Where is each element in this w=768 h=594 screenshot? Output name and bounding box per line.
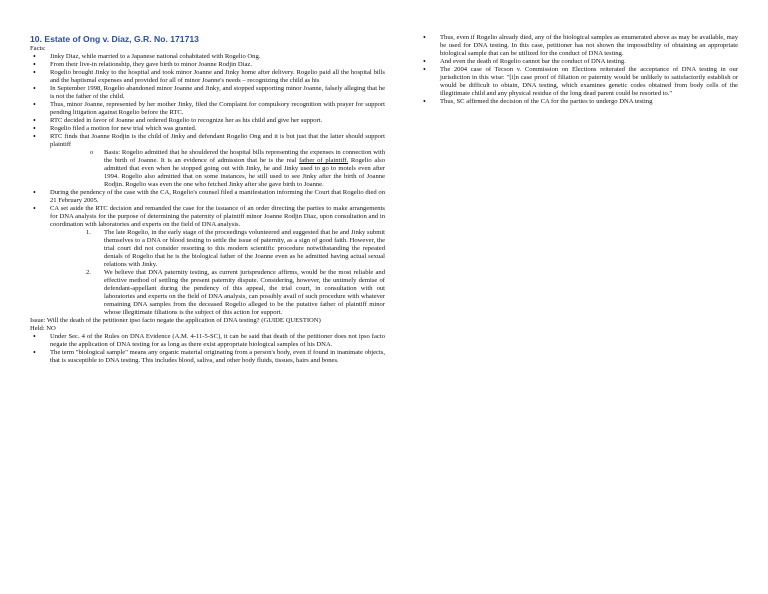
case-title: 10. Estate of Ong v. Diaz, G.R. No. 171713 — [30, 34, 199, 44]
basis-item — [50, 149, 385, 189]
fact-item: • Jinky Diaz, while married to a Japanese national cohabitated with Rogelio Ong. — [30, 53, 385, 61]
held-item: • Under Sec. 4 of the Rules on DNA Evidence (A.M. 4-11-5-SC), it can be said that death of the petitioner does not ipso facto negate the application of DNA testing for as long as there exist appropriate biological samples of his DNA. — [30, 333, 385, 349]
facts-label: Facts: — [30, 45, 46, 52]
held-label: Held: NO — [30, 325, 56, 332]
facts-list — [30, 53, 385, 317]
fact-item: • During the pendency of the case with the CA, Rogelio's counsel filed a manifestation informing the Court that Rogelio died on 21 February 2005. — [30, 189, 385, 205]
numbered-list — [50, 229, 385, 317]
right-list — [420, 34, 738, 106]
fact-item: • From their live-in relationship, they gave birth to minor Joanne Rodjin Diaz. — [30, 61, 385, 69]
right-item: • The 2004 case of Tecson v. Commission on Elections reiterated the acceptance of DNA testing in our jurisdiction in this wise: "[i]n case proof of filiation or paternity would be unlikely to satisfactorily establish or would be difficult to obtain, DNA testing, which examines genetic codes obtained from body cells of the illegitimate child and any physical residue of the long dead parent could be resorted to." — [420, 66, 738, 98]
fact-item: • Thus, minor Joanne, represented by her mother Jinky, filed the Complaint for compulsory recognition with prayer for support pending litigation against Rogelio before the RTC. — [30, 101, 385, 117]
held-item: • The term "biological sample" means any organic material originating from a person's body, even if found in inanimate objects, that is susceptible to DNA testing. This includes blood, saliva, and other body fluids, tissues, hairs and bones. — [30, 349, 385, 365]
right-item: • Thus, SC affirmed the decision of the CA for the parties to undergo DNA testing — [420, 98, 738, 106]
right-column — [420, 34, 738, 106]
left-column — [30, 34, 385, 365]
right-item: • And even the death of Rogelio cannot bar the conduct of DNA testing. — [420, 58, 738, 66]
basis-underlined: father of plaintiff. — [299, 157, 349, 164]
fact-item: • Rogelio filed a motion for new trial which was granted. — [30, 125, 385, 133]
fact-item: • Rogelio brought Jinky to the hospital and took minor Joanne and Jinky home after delivery. Rogelio paid all the hospital bills and the baptismal expenses and provided for all of minor Joanne's needs – recognizing the child as his — [30, 69, 385, 85]
fact-item: • RTC decided in favor of Joanne and ordered Rogelio to recognize her as his child and give her support. — [30, 117, 385, 125]
numbered-item: We believe that DNA paternity testing, as current jurisprudence affirms, would be the most reliable and effective method of settling the present paternity dispute. Considering, however, the untimely demise of defendant-appellant during the pendency of this appeal, the trial court, in consultation with out laboratories and experts on the field of DNA analysis, can possibly avail of such procedure with whatever remaining DNA samples from the deceased Rogelio alleged to be the putative father of plaintiff minor whose illegitimate filiations is the subject of this action for support. — [104, 269, 385, 316]
numbered-item: The late Rogelio, in the early stage of the proceedings volunteered and suggested that he and Jinky submit themselves to a DNA or blood testing to settle the issue of paternity, as a sign of good faith. However, the trial court did not consider resorting to this modern scientific procedure notwithstanding the repeated denials of Rogelio that he is the biological father of the Joanne even as he admitted having actual sexual relations with Jinky. — [104, 229, 385, 268]
basis-text-b: Rogelio also admitted that even when he stopped going out with Jinky, he and Jinky used to go to motels even after 1994. Rogelio also admitted that on some instances, he still used to see Jinky after the birth of Joanne Rodjin. Rogelio was even the one who fetched Jinky after she gave birth to Joanne. — [104, 157, 386, 188]
fact-item: • In September 1998, Rogelio abandoned minor Joanne and Jinky, and stopped supporting minor Joanne, falsely alleging that he is not the father of the child. — [30, 85, 385, 101]
issue-text: Issue: Will the death of the petitioner ipso facto negate the application of DNA testing? (GUIDE QUESTION) — [30, 317, 321, 324]
basis-list — [50, 149, 385, 189]
fact-item — [30, 205, 385, 317]
fact-text: RTC finds that Joanne Rodjin is the child of Jinky and defendant Rogelio Ong and it is but just that the latter should support plaintiff — [50, 133, 385, 148]
held-list — [30, 333, 385, 365]
right-item: • Thus, even if Rogelio already died, any of the biological samples as enumerated above as may be available, may be used for DNA testing. In this case, petitioner has not shown the impossibility of obtaining an appropriate biological sample that can be utilized for the conduct of DNA testing. — [420, 34, 738, 58]
fact-text: CA set aside the RTC decision and remanded the case for the issuance of an order directing the parties to make arrangements for DNA analysis for the purpose of determining the paternity of plaintiff minor Joanne Rodjin Diaz, upon consultation and in coordination with laboratories and experts on the field of DNA analysis. — [50, 205, 385, 228]
basis-text-a: Basis: Rogelio admitted that he shouldered the hospital bills representing the expenses in connection with the birth of Joanne. It is an evidence of admission that he is the real — [104, 149, 385, 164]
fact-item — [30, 133, 385, 189]
